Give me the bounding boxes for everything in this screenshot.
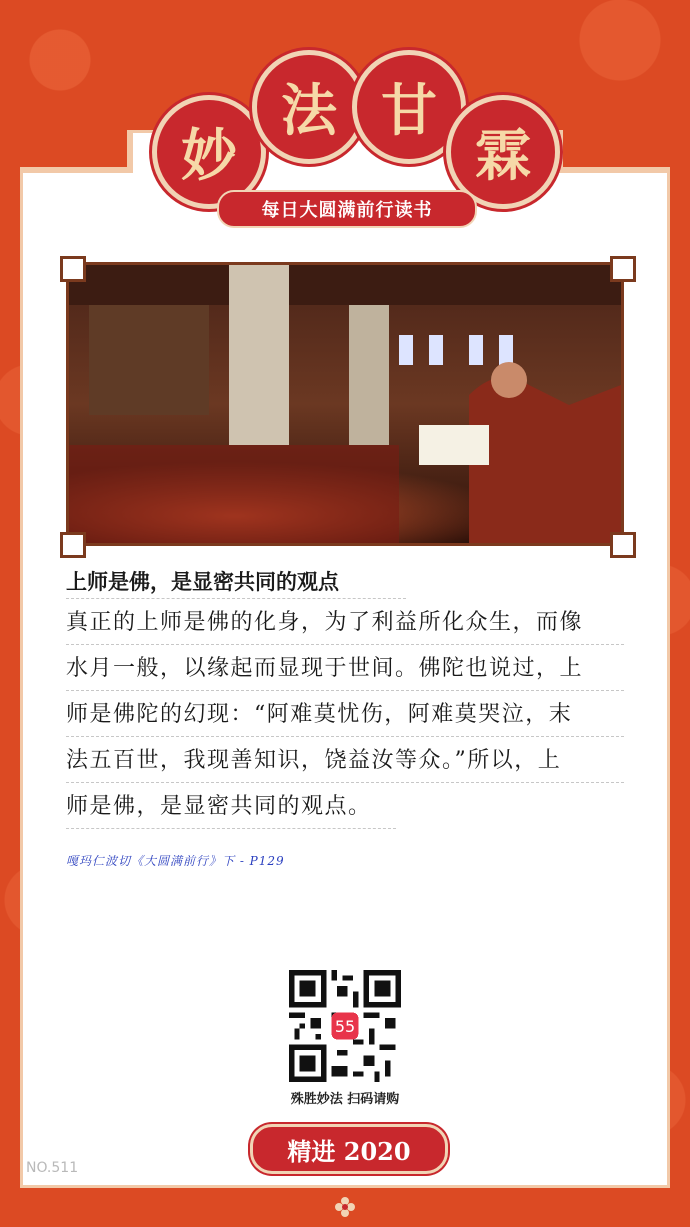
issue-number: NO.511: [26, 1160, 79, 1176]
subtitle-banner: 每日大圆满前行读书: [217, 190, 477, 228]
title: [130, 40, 560, 200]
source-citation: 嘎玛仁波切《大圆满前行》下 - P129: [66, 854, 285, 868]
flower-icon: [334, 1196, 356, 1218]
temple-photo: [66, 262, 624, 546]
divider: [66, 598, 406, 599]
title-char-3: 甘: [352, 50, 466, 164]
qr-center-label: 55: [334, 1016, 356, 1036]
body-line: 水月一般，以缘起而显现于世间。佛陀也说过，上: [66, 656, 584, 681]
body-line: 法五百世，我现善知识，饶益汝等众。”所以，上: [66, 748, 562, 773]
divider: [66, 782, 624, 783]
qr-caption: 殊胜妙法 扫码请购: [290, 1092, 400, 1107]
frame-corner: [610, 256, 636, 282]
title-char-2: 法: [252, 50, 366, 164]
photo-icon: [69, 265, 621, 543]
divider: [66, 828, 396, 829]
article-body: [66, 605, 626, 835]
frame-corner: [610, 532, 636, 558]
frame-corner: [60, 532, 86, 558]
body-line: 真正的上师是佛的化身，为了利益所化众生，而像: [66, 610, 584, 635]
title-char-4: 霖: [446, 95, 560, 209]
frame-corner: [60, 256, 86, 282]
body-line: 师是佛陀的幻现：“阿难莫忧伤，阿难莫哭泣，末: [66, 702, 573, 727]
qr-code-icon: [289, 970, 401, 1082]
divider: [66, 690, 624, 691]
divider: [66, 736, 624, 737]
title-char-1: 妙: [152, 95, 266, 209]
footer-badge: 精进 2020: [250, 1124, 448, 1174]
article-heading: 上师是佛，是显密共同的观点: [66, 569, 339, 594]
qr-code[interactable]: [289, 970, 401, 1082]
body-line: 师是佛，是显密共同的观点。: [66, 794, 372, 819]
divider: [66, 644, 624, 645]
